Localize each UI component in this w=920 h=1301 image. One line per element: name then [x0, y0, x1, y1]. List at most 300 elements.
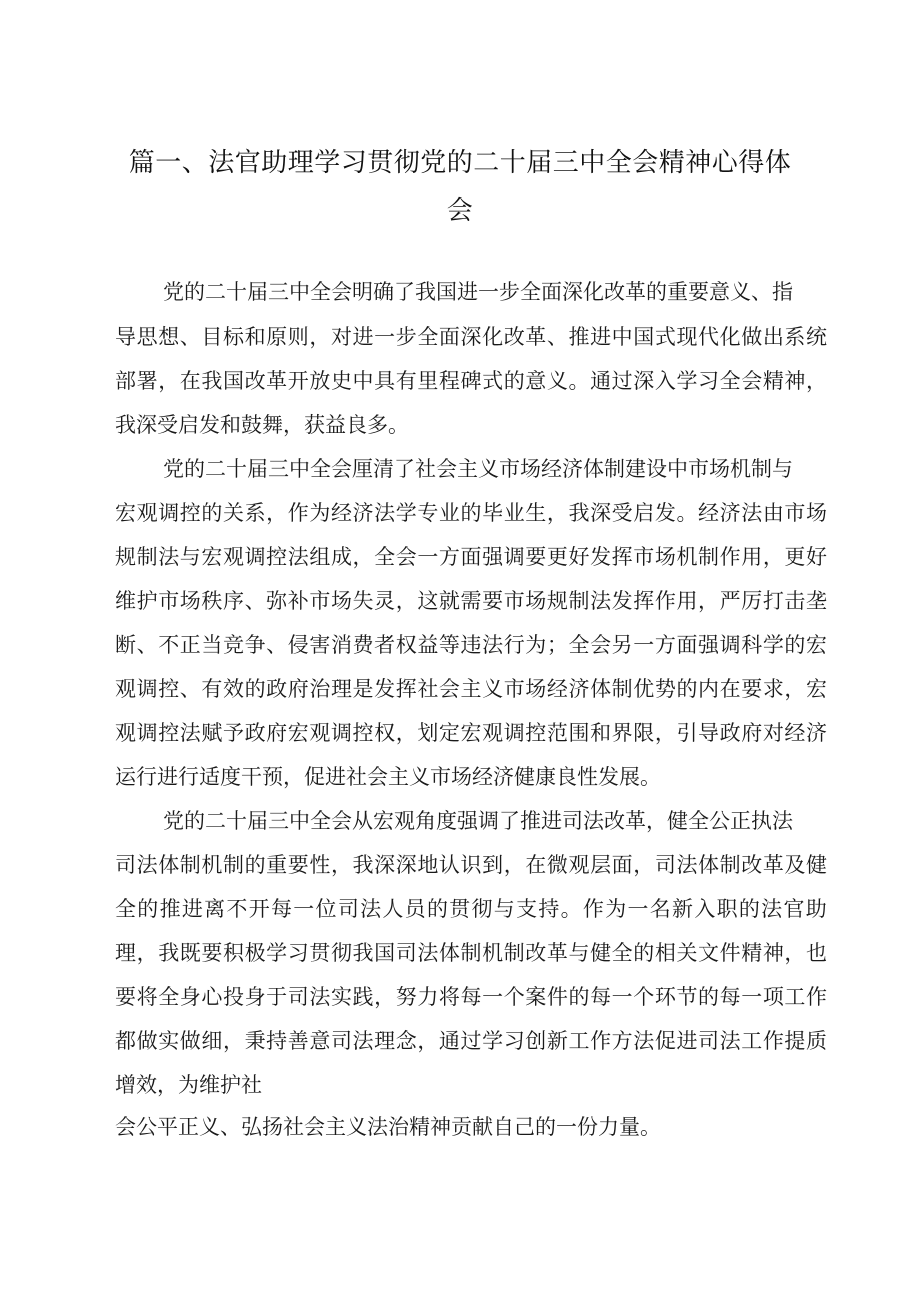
text-char: 、 — [179, 325, 201, 349]
text-char: 不 — [158, 633, 180, 657]
text-char: 害 — [309, 633, 331, 657]
text-char: ， — [784, 941, 806, 965]
text-char: 的 — [244, 677, 266, 701]
text-char: 新 — [546, 1029, 568, 1053]
text-char: 体 — [438, 941, 460, 965]
text-char: 经 — [546, 677, 568, 701]
text-char: 用 — [676, 589, 698, 613]
text-char: 层 — [590, 853, 612, 877]
text-char: 做 — [136, 1029, 158, 1053]
text-char: 意 — [525, 369, 547, 393]
text-char: 官 — [783, 897, 805, 921]
text-char: 场 — [806, 501, 827, 525]
text-char: 微 — [546, 853, 568, 877]
text-char: 定 — [438, 721, 460, 745]
text-char: 重 — [266, 853, 288, 877]
text-char: 精 — [762, 369, 784, 393]
text-char: 失 — [352, 589, 374, 613]
text-char: ， — [503, 853, 525, 877]
text-char: 维 — [115, 589, 136, 613]
text-char: 会 — [741, 369, 763, 393]
paragraph-2-line-2 — [115, 498, 827, 528]
text-char: 件 — [546, 985, 568, 1009]
text-char: 是 — [352, 677, 374, 701]
text-char: 会 — [438, 677, 460, 701]
text-char: 断 — [115, 633, 136, 657]
text-char: 毕 — [482, 501, 504, 525]
text-char: 力 — [417, 985, 439, 1009]
text-char: 观 — [136, 501, 158, 525]
text-char: 项 — [762, 985, 784, 1009]
text-char: 灵 — [374, 589, 396, 613]
text-char: 观 — [309, 721, 331, 745]
text-char: 发 — [374, 677, 396, 701]
text-char: 当 — [201, 633, 223, 657]
text-char: 中 — [611, 325, 633, 349]
text-char: 到 — [482, 853, 504, 877]
text-char: 作 — [762, 1029, 784, 1053]
text-char: 一 — [417, 545, 439, 569]
text-char: 要 — [201, 941, 223, 965]
text-char: 习 — [503, 1029, 525, 1053]
text-char: 调 — [503, 545, 525, 569]
text-char: 化 — [482, 325, 504, 349]
text-char: 一 — [482, 985, 504, 1009]
text-char: 要 — [482, 589, 504, 613]
text-char: 识 — [460, 853, 482, 877]
paragraph-2-line-6 — [115, 674, 827, 704]
text-char: 秉 — [244, 1029, 266, 1053]
text-char: 发 — [654, 501, 676, 525]
text-char: 违 — [460, 633, 482, 657]
text-char: 制 — [222, 853, 244, 877]
text-char: 我 — [201, 369, 223, 393]
text-char: 进 — [676, 1029, 698, 1053]
text-char: 制 — [503, 941, 525, 965]
text-char: 的 — [137, 897, 159, 921]
text-char: 府 — [741, 721, 763, 745]
text-char: 中 — [352, 369, 374, 393]
text-char: 范 — [546, 721, 568, 745]
text-char: 贯 — [449, 897, 471, 921]
text-char: 、 — [546, 325, 568, 349]
paragraph-3-line-6 — [115, 1026, 827, 1056]
text-char: 引 — [676, 721, 698, 745]
text-char: 成 — [330, 545, 352, 569]
text-char: 另 — [611, 633, 633, 657]
text-char: 控 — [158, 721, 180, 745]
text-char: 通 — [590, 369, 612, 393]
text-char: 革 — [525, 325, 547, 349]
text-char: 好 — [568, 545, 590, 569]
text-char: 积 — [222, 941, 244, 965]
paragraph-2-line-8: 运行进行适度干预，促进社会主义市场经济健康良性发展。 — [115, 765, 661, 789]
text-char: 质 — [806, 1029, 827, 1053]
text-char: 司 — [698, 1029, 720, 1053]
text-char: 新 — [672, 897, 694, 921]
text-char: 我 — [568, 501, 590, 525]
text-char: 支 — [516, 897, 538, 921]
text-char: 科 — [741, 633, 763, 657]
paragraph-3-line-5 — [115, 982, 827, 1012]
text-char: 、 — [136, 633, 158, 657]
text-char: 义 — [546, 369, 568, 393]
text-char: 创 — [525, 1029, 547, 1053]
text-char: 作 — [582, 897, 604, 921]
text-char: 启 — [633, 501, 655, 525]
text-char: 治 — [309, 677, 331, 701]
text-char: 需 — [460, 589, 482, 613]
text-char: 有 — [395, 369, 417, 393]
text-char: 及 — [784, 853, 806, 877]
text-char: 想 — [158, 325, 180, 349]
text-char: 的 — [676, 677, 698, 701]
text-char: 投 — [222, 985, 244, 1009]
text-char: 观 — [568, 853, 590, 877]
text-char: 国 — [222, 369, 244, 393]
text-char: 神 — [762, 941, 784, 965]
text-char: 市 — [503, 589, 525, 613]
text-char: 入 — [654, 369, 676, 393]
text-char: 员 — [404, 897, 426, 921]
text-char: 贯 — [309, 941, 331, 965]
text-char: 正 — [179, 633, 201, 657]
text-char: 一 — [374, 325, 396, 349]
text-char: 权 — [374, 721, 396, 745]
text-char: 要 — [525, 545, 547, 569]
text-char: 革 — [762, 853, 784, 877]
text-char: 代 — [698, 325, 720, 349]
text-char: 革 — [546, 941, 568, 965]
text-char: 弥 — [266, 589, 288, 613]
text-char: 。 — [676, 501, 698, 525]
text-char: 作 — [590, 1029, 612, 1053]
text-char: 强 — [698, 633, 720, 657]
text-char: 用 — [741, 545, 763, 569]
text-char: 法 — [633, 1029, 655, 1053]
text-char: 调 — [330, 721, 352, 745]
text-char: 的 — [503, 369, 525, 393]
text-char: 思 — [136, 325, 158, 349]
paragraph-2-line-5 — [115, 630, 827, 660]
text-char: 作 — [654, 589, 676, 613]
text-char: 的 — [460, 501, 482, 525]
text-char: 场 — [179, 589, 201, 613]
text-char: 面 — [460, 545, 482, 569]
text-char: 侵 — [287, 633, 309, 657]
text-char: 学 — [395, 501, 417, 525]
text-char: 方 — [654, 633, 676, 657]
text-char: 法 — [179, 721, 201, 745]
text-char: 观 — [482, 721, 504, 745]
text-char: 挥 — [633, 589, 655, 613]
text-char: 工 — [741, 1029, 763, 1053]
text-char: 做 — [179, 1029, 201, 1053]
text-char: 法 — [287, 545, 309, 569]
text-char: 理 — [115, 941, 136, 965]
text-char: 持 — [538, 897, 560, 921]
text-char: 我 — [158, 941, 180, 965]
text-char: 发 — [611, 589, 633, 613]
text-char: 打 — [762, 589, 784, 613]
text-char: 法 — [136, 853, 158, 877]
text-char: 改 — [741, 853, 763, 877]
paragraph-2-line-1: 党的二十届三中全会厘清了社会主义市场经济体制建设中市场机制与 — [163, 457, 793, 481]
text-char: 关 — [222, 501, 244, 525]
text-char: 过 — [611, 369, 633, 393]
text-char: 机 — [482, 941, 504, 965]
text-char: 赋 — [201, 721, 223, 745]
text-char: 也 — [806, 941, 827, 965]
text-char: ， — [352, 545, 374, 569]
text-char: 对 — [330, 325, 352, 349]
text-char: ， — [417, 1029, 439, 1053]
text-char: 的 — [784, 633, 806, 657]
text-char: 生 — [525, 501, 547, 525]
text-char: 场 — [654, 545, 676, 569]
text-char: 每 — [460, 985, 482, 1009]
text-char: 职 — [716, 897, 738, 921]
text-char: 制 — [719, 853, 741, 877]
text-char: 实 — [330, 985, 352, 1009]
text-char: 市 — [503, 677, 525, 701]
text-char: 认 — [438, 853, 460, 877]
text-char: 观 — [222, 545, 244, 569]
paragraph-1-line-1: 党的二十届三中全会明确了我国进一步全面深化改革的重要意义、指 — [163, 280, 793, 304]
paragraph-2-line-3 — [115, 542, 827, 572]
text-char: 司 — [395, 941, 417, 965]
text-char: 宏 — [287, 721, 309, 745]
text-char: ， — [784, 677, 806, 701]
text-char: 实 — [158, 1029, 180, 1053]
text-char: 竞 — [222, 633, 244, 657]
text-char: 专 — [417, 501, 439, 525]
text-char: 不 — [226, 897, 248, 921]
text-char: 观 — [115, 677, 136, 701]
text-char: ， — [309, 325, 331, 349]
text-char: 学 — [266, 941, 288, 965]
text-char: 式 — [654, 325, 676, 349]
text-char: 深 — [395, 853, 417, 877]
text-char: 划 — [417, 721, 439, 745]
text-char: 作 — [806, 985, 827, 1009]
text-char: 理 — [374, 1029, 396, 1053]
text-char: 司 — [115, 853, 136, 877]
text-char: 更 — [784, 545, 806, 569]
text-char: 司 — [287, 985, 309, 1009]
text-char: 全 — [158, 985, 180, 1009]
text-char: 的 — [426, 897, 448, 921]
text-char: 会 — [395, 545, 417, 569]
text-char: 、 — [244, 589, 266, 613]
text-char: 深 — [460, 325, 482, 349]
paragraph-3-line-3 — [115, 894, 827, 924]
text-char: 健 — [806, 853, 827, 877]
text-char: 经 — [784, 721, 806, 745]
text-char: 统 — [806, 325, 827, 349]
text-char: 节 — [676, 985, 698, 1009]
text-char: 组 — [309, 545, 331, 569]
text-char: 的 — [201, 501, 223, 525]
text-char: 行 — [503, 633, 525, 657]
text-char: 学 — [482, 1029, 504, 1053]
text-char: 宏 — [460, 721, 482, 745]
text-char: 方 — [611, 1029, 633, 1053]
text-char: 人 — [382, 897, 404, 921]
text-char: 一 — [627, 897, 649, 921]
text-char: 全 — [374, 545, 396, 569]
text-char: 政 — [266, 677, 288, 701]
text-char: 工 — [784, 985, 806, 1009]
text-char: 个 — [503, 985, 525, 1009]
text-char: 为 — [605, 897, 627, 921]
text-char: 性 — [309, 853, 331, 877]
text-char: 的 — [244, 853, 266, 877]
text-char: 业 — [503, 501, 525, 525]
text-char: 的 — [633, 941, 655, 965]
text-char: 市 — [784, 501, 806, 525]
text-char: 场 — [330, 589, 352, 613]
text-char: 提 — [784, 1029, 806, 1053]
text-char: 挥 — [611, 545, 633, 569]
paragraph-3-line-8: 会公平正义、弘扬社会主义法治精神贡献自己的一份力量。 — [115, 1115, 661, 1139]
text-char: 部 — [115, 369, 136, 393]
text-char: 面 — [438, 325, 460, 349]
text-char: 习 — [698, 369, 720, 393]
text-char: 会 — [590, 633, 612, 657]
text-char: 促 — [654, 1029, 676, 1053]
text-char: 宏 — [806, 633, 827, 657]
text-char: 于 — [266, 985, 288, 1009]
text-char: 学 — [676, 369, 698, 393]
text-char: 习 — [287, 941, 309, 965]
text-char: 、 — [179, 677, 201, 701]
text-char: 全 — [611, 941, 633, 965]
text-char: 一 — [633, 633, 655, 657]
text-char: 努 — [395, 985, 417, 1009]
text-char: ， — [395, 721, 417, 745]
text-char: 入 — [694, 897, 716, 921]
text-char: 革 — [266, 369, 288, 393]
paragraph-2-line-7 — [115, 718, 827, 748]
text-char: 求 — [762, 677, 784, 701]
text-char: 具 — [374, 369, 396, 393]
text-char: ， — [374, 985, 396, 1009]
text-char: 离 — [204, 897, 226, 921]
text-char: 在 — [525, 853, 547, 877]
text-char: ， — [762, 545, 784, 569]
text-char: 持 — [266, 1029, 288, 1053]
text-char: 进 — [590, 325, 612, 349]
text-char: 厉 — [741, 589, 763, 613]
text-char: ， — [330, 853, 352, 877]
text-char: 通 — [438, 1029, 460, 1053]
text-char: 调 — [158, 501, 180, 525]
text-char: 一 — [741, 985, 763, 1009]
text-char: 势 — [654, 677, 676, 701]
paragraph-1-line-3 — [115, 366, 827, 396]
text-char: 争 — [244, 633, 266, 657]
text-char: 控 — [266, 545, 288, 569]
text-char: 为 — [525, 633, 547, 657]
text-char: 调 — [719, 633, 741, 657]
text-char: 司 — [654, 853, 676, 877]
paragraph-3-line-4 — [115, 938, 827, 968]
text-char: 与 — [493, 897, 515, 921]
text-char: 制 — [568, 589, 590, 613]
text-char: 予 — [222, 721, 244, 745]
text-char: 规 — [546, 589, 568, 613]
text-char: 等 — [438, 633, 460, 657]
text-char: 法 — [309, 985, 331, 1009]
text-char: ， — [395, 589, 417, 613]
text-char: 方 — [438, 545, 460, 569]
text-char: 文 — [698, 941, 720, 965]
text-char: 控 — [525, 721, 547, 745]
text-char: 与 — [179, 545, 201, 569]
text-char: 相 — [654, 941, 676, 965]
text-char: 。 — [560, 897, 582, 921]
text-char: 击 — [784, 589, 806, 613]
text-char: 由 — [762, 501, 784, 525]
text-char: 彻 — [330, 941, 352, 965]
text-char: 全 — [417, 325, 439, 349]
text-char: 一 — [611, 985, 633, 1009]
text-char: 市 — [158, 589, 180, 613]
text-char: 发 — [590, 545, 612, 569]
text-char: 严 — [719, 589, 741, 613]
text-char: 件 — [719, 941, 741, 965]
text-char: 法 — [417, 941, 439, 965]
text-char: 全 — [568, 633, 590, 657]
text-char: 细 — [201, 1029, 223, 1053]
text-char: 调 — [503, 721, 525, 745]
text-char: 则 — [287, 325, 309, 349]
text-char: ， — [654, 721, 676, 745]
text-char: 经 — [698, 501, 720, 525]
text-char: 健 — [590, 941, 612, 965]
text-char: ， — [698, 589, 720, 613]
text-char: 身 — [244, 985, 266, 1009]
text-char: 过 — [460, 1029, 482, 1053]
text-char: 内 — [698, 677, 720, 701]
text-char: 体 — [698, 853, 720, 877]
text-char: 系 — [244, 501, 266, 525]
text-char: 出 — [762, 325, 784, 349]
text-char: 就 — [438, 589, 460, 613]
text-char: 工 — [568, 1029, 590, 1053]
text-char: 要 — [287, 853, 309, 877]
text-char: 要 — [741, 677, 763, 701]
text-char: 进 — [352, 325, 374, 349]
text-char: 深 — [633, 369, 655, 393]
text-char: 和 — [244, 325, 266, 349]
paragraph-3-line-2 — [115, 850, 827, 880]
text-char: 宏 — [115, 501, 136, 525]
text-char: 效 — [222, 677, 244, 701]
text-char: 消 — [330, 633, 352, 657]
text-char: 。 — [568, 369, 590, 393]
text-char: 位 — [315, 897, 337, 921]
text-char: 每 — [270, 897, 292, 921]
text-char: 国 — [374, 941, 396, 965]
text-char: 市 — [309, 589, 331, 613]
text-char: 法 — [761, 897, 783, 921]
text-char: 法 — [352, 1029, 374, 1053]
text-char: 导 — [115, 325, 136, 349]
text-char: 导 — [698, 721, 720, 745]
text-char: 机 — [676, 545, 698, 569]
